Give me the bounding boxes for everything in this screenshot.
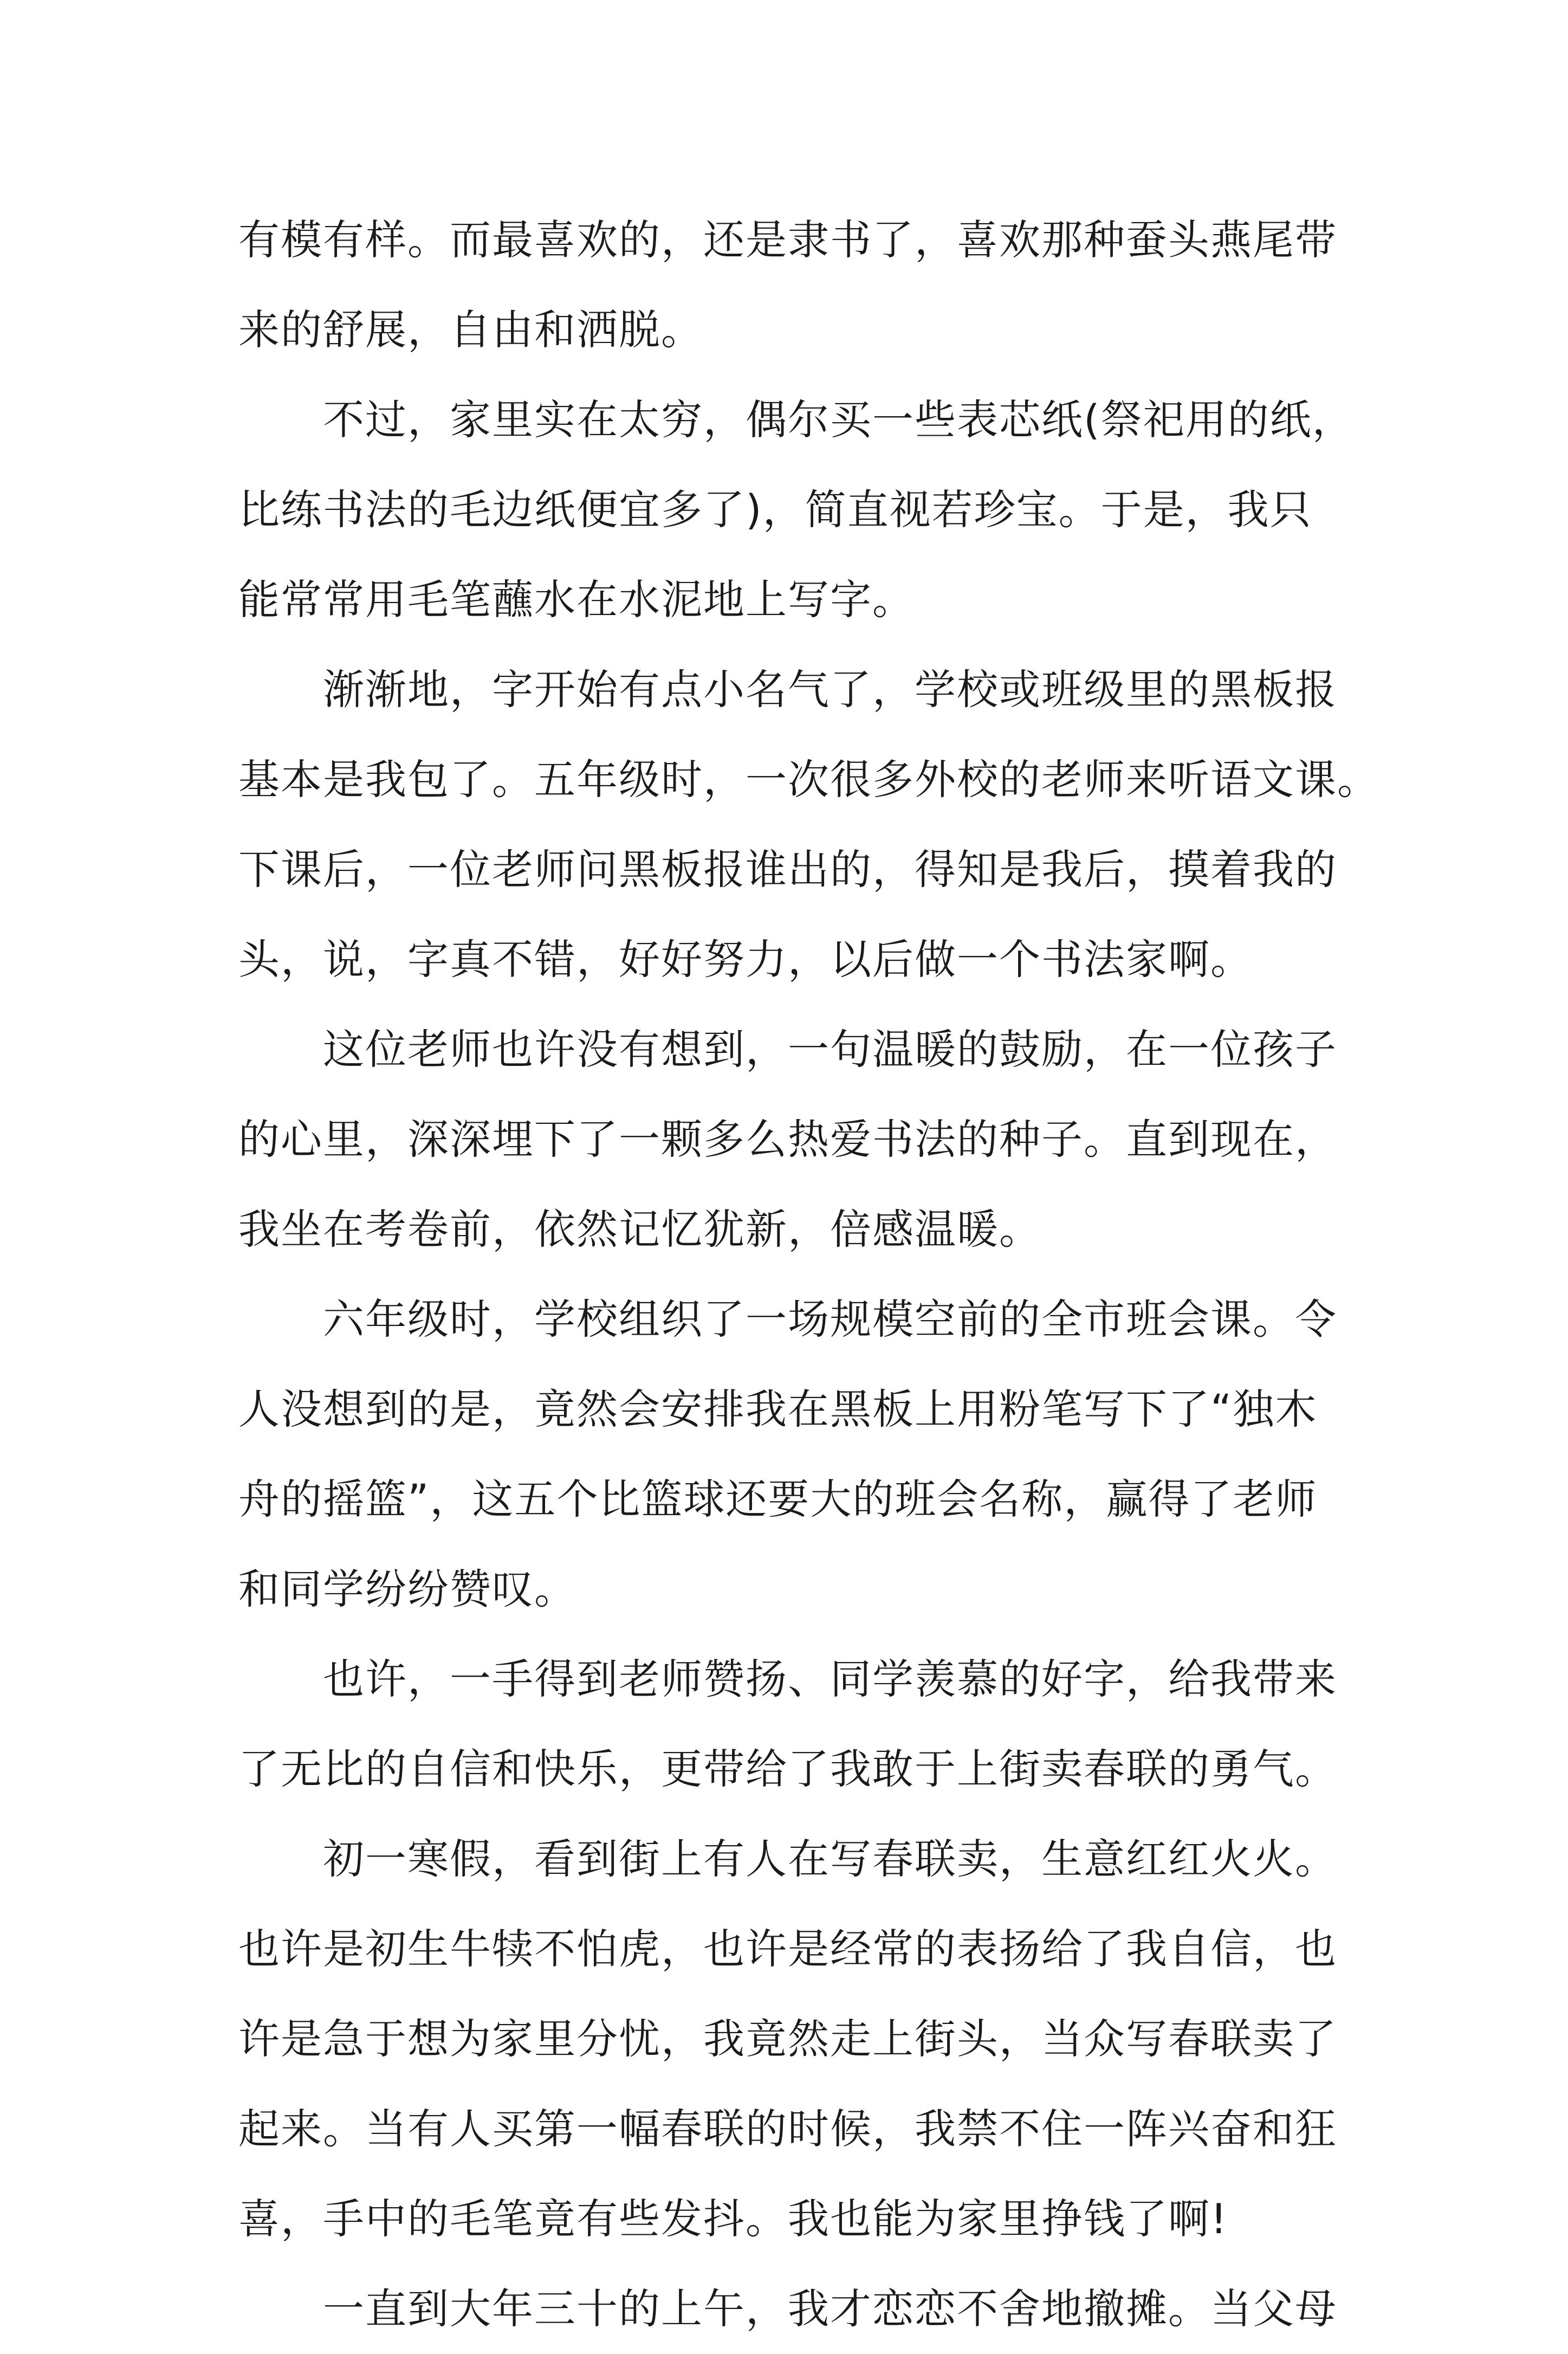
- paragraph-first-line: 六年级时，学校组织了一场规模空前的全市班会课。令: [323, 1295, 1337, 1343]
- paragraph-first-line: 这位老师也许没有想到，一句温暖的鼓励，在一位孩子: [323, 1025, 1337, 1073]
- text-line: 舟的摇篮”，这五个比篮球还要大的班会名称，赢得了老师: [238, 1475, 1318, 1523]
- paragraph-first-line: 初一寒假，看到街上有人在写春联卖，生意红红火火。: [323, 1835, 1337, 1883]
- text-line: 有模有样。而最喜欢的，还是隶书了，喜欢那种蚕头燕尾带: [238, 216, 1337, 264]
- text-line: 的心里，深深埋下了一颗多么热爱书法的种子。直到现在，: [238, 1115, 1337, 1163]
- text-line: 头，说，字真不错，好好努力，以后做一个书法家啊。: [238, 935, 1253, 984]
- text-line: 了无比的自信和快乐，更带给了我敢于上街卖春联的勇气。: [238, 1745, 1337, 1793]
- text-line: 和同学纷纷赞叹。: [238, 1565, 576, 1613]
- text-line: 我坐在考卷前，依然记忆犹新，倍感温暖。: [238, 1205, 1041, 1253]
- text-line: 基本是我包了。五年级时，一次很多外校的老师来听语文课。: [238, 755, 1379, 804]
- text-line: 起来。当有人买第一幅春联的时候，我禁不住一阵兴奋和狂: [238, 2105, 1337, 2153]
- body-text: [238, 195, 1379, 2354]
- text-line: 能常常用毛笔蘸水在水泥地上写字。: [238, 575, 915, 624]
- paragraph-first-line: 渐渐地，字开始有点小名气了，学校或班级里的黑板报: [323, 665, 1337, 714]
- text-line: 人没想到的是，竟然会安排我在黑板上用粉笔写下了“独木: [238, 1385, 1318, 1433]
- text-line: 来的舒展，自由和洒脱。: [238, 306, 703, 354]
- paragraph-first-line: 一直到大年三十的上午，我才恋恋不舍地撤摊。当父母: [323, 2285, 1337, 2333]
- text-line: 比练书法的毛边纸便宜多了)，简直视若珍宝。于是，我只: [238, 486, 1312, 534]
- text-line: 喜，手中的毛笔竟有些发抖。我也能为家里挣钱了啊!: [238, 2195, 1228, 2243]
- text-line: 许是急于想为家里分忧，我竟然走上街头，当众写春联卖了: [238, 2015, 1337, 2063]
- text-line: 也许是初生牛犊不怕虎，也许是经常的表扬给了我自信，也: [238, 1925, 1337, 1973]
- paragraph-first-line: 也许，一手得到老师赞扬、同学羡慕的好字，给我带来: [323, 1655, 1337, 1703]
- paragraph-first-line: 不过，家里实在太穷，偶尔买一些表芯纸(祭祀用的纸，: [323, 396, 1355, 444]
- text-line: 下课后，一位老师问黑板报谁出的，得知是我后，摸着我的: [238, 845, 1337, 894]
